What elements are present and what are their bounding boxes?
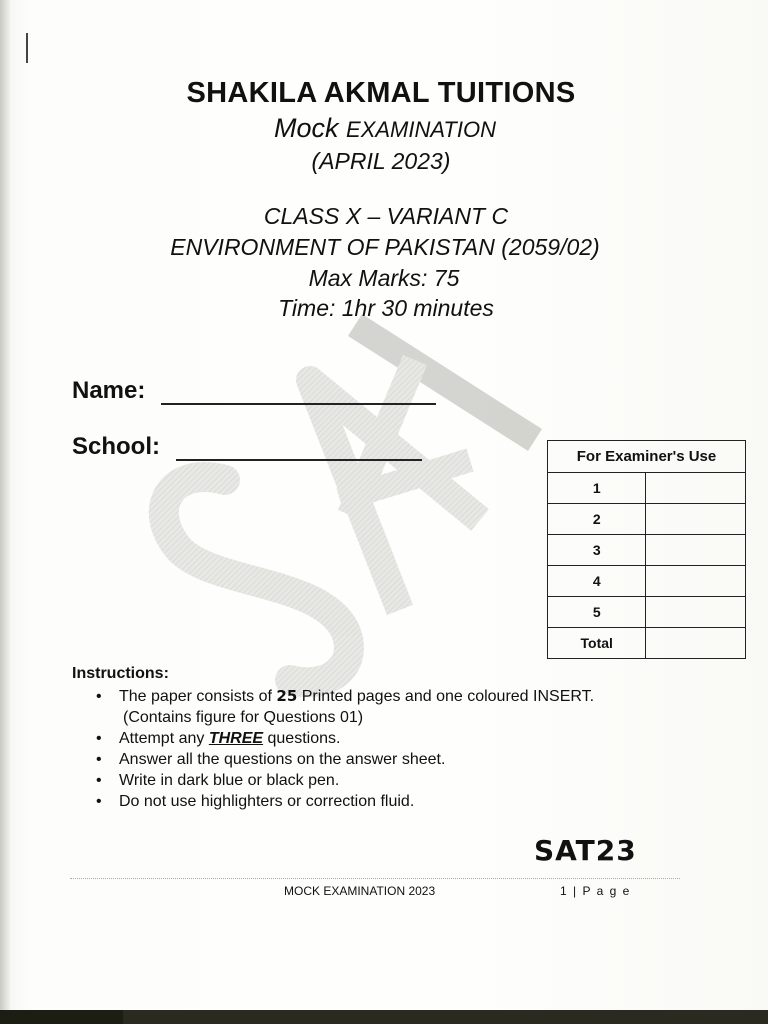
emphasis-three: THREE xyxy=(208,730,264,747)
watermark-shapes xyxy=(164,325,535,682)
examiner-mark-cell[interactable] xyxy=(646,566,746,597)
bullet-icon: • xyxy=(96,751,102,768)
name-line[interactable] xyxy=(161,403,436,405)
school-label: School: xyxy=(72,433,160,460)
exam-type xyxy=(1,113,768,144)
examiner-total-cell[interactable] xyxy=(646,628,746,659)
examiner-row-label: 3 xyxy=(548,535,646,566)
margin-mark xyxy=(26,33,28,63)
exam-word-mock: Mock xyxy=(274,113,339,143)
institution-title: SHAKILA AKMAL TUITIONS xyxy=(186,77,576,109)
sat-watermark xyxy=(140,300,560,700)
bullet-icon: • xyxy=(96,688,102,705)
instruction-text: Answer all the questions on the answer sheet. xyxy=(119,751,446,768)
instruction-subtext: (Contains figure for Questions 01) xyxy=(123,709,364,726)
instructions-label: Instructions: xyxy=(72,665,169,682)
subject-title: ENVIRONMENT OF PAKISTAN (2059/02) xyxy=(170,234,600,260)
page-bottom-edge xyxy=(0,1010,768,1024)
examiner-row-label: 4 xyxy=(548,566,646,597)
examiner-row-label: 5 xyxy=(548,597,646,628)
examiner-total-label: Total xyxy=(548,628,646,659)
instruction-text: The paper consists of xyxy=(119,688,277,705)
page-number: 1 | P a g e xyxy=(560,884,631,898)
max-marks: Max Marks: 75 xyxy=(308,265,460,291)
watermark-letter-t-stem xyxy=(350,360,415,515)
school-line[interactable] xyxy=(176,459,422,461)
instruction-text: Write in dark blue or black pen. xyxy=(119,772,340,789)
footer-divider xyxy=(70,878,680,879)
page-count: 25 xyxy=(276,687,298,705)
bullet-icon: • xyxy=(96,772,102,789)
instruction-text: Do not use highlighters or correction fluid. xyxy=(119,793,415,810)
examiner-mark-cell[interactable] xyxy=(646,597,746,628)
watermark-letter-a xyxy=(310,380,480,610)
examiner-table-header: For Examiner's Use xyxy=(548,441,746,473)
examiner-row-label: 1 xyxy=(548,473,646,504)
bullet-icon: • xyxy=(96,793,102,810)
instructions-block xyxy=(72,665,595,810)
instruction-text: questions. xyxy=(263,730,341,747)
exam-word-examination: EXAMINATION xyxy=(346,117,496,142)
instruction-item xyxy=(94,686,694,728)
examiner-mark-cell[interactable] xyxy=(646,535,746,566)
school-field[interactable] xyxy=(72,433,160,461)
examiner-mark-cell[interactable] xyxy=(646,473,746,504)
instructions-list xyxy=(94,686,694,812)
bullet-icon: • xyxy=(96,730,102,747)
footer-title: MOCK EXAMINATION 2023 xyxy=(284,884,436,898)
exam-time: Time: 1hr 30 minutes xyxy=(278,295,494,321)
instruction-item xyxy=(94,791,694,812)
exam-session: (APRIL 2023) xyxy=(311,148,451,174)
instruction-text: Attempt any xyxy=(119,730,209,747)
instruction-item xyxy=(94,728,694,749)
watermark-letter-t-bar xyxy=(355,325,535,440)
examiner-row-label: 2 xyxy=(548,504,646,535)
examiner-mark-cell[interactable] xyxy=(646,504,746,535)
name-label: Name: xyxy=(72,377,146,404)
name-field[interactable] xyxy=(72,377,145,405)
instruction-text: Printed pages and one coloured INSERT. xyxy=(297,688,595,705)
examiner-table xyxy=(547,440,746,659)
watermark-a-bar xyxy=(340,460,470,500)
watermark-letter-s xyxy=(164,477,349,682)
paper-code: SAT23 xyxy=(534,834,637,867)
instruction-item xyxy=(94,770,694,791)
instruction-item xyxy=(94,749,694,770)
class-variant: CLASS X – VARIANT C xyxy=(263,203,509,229)
